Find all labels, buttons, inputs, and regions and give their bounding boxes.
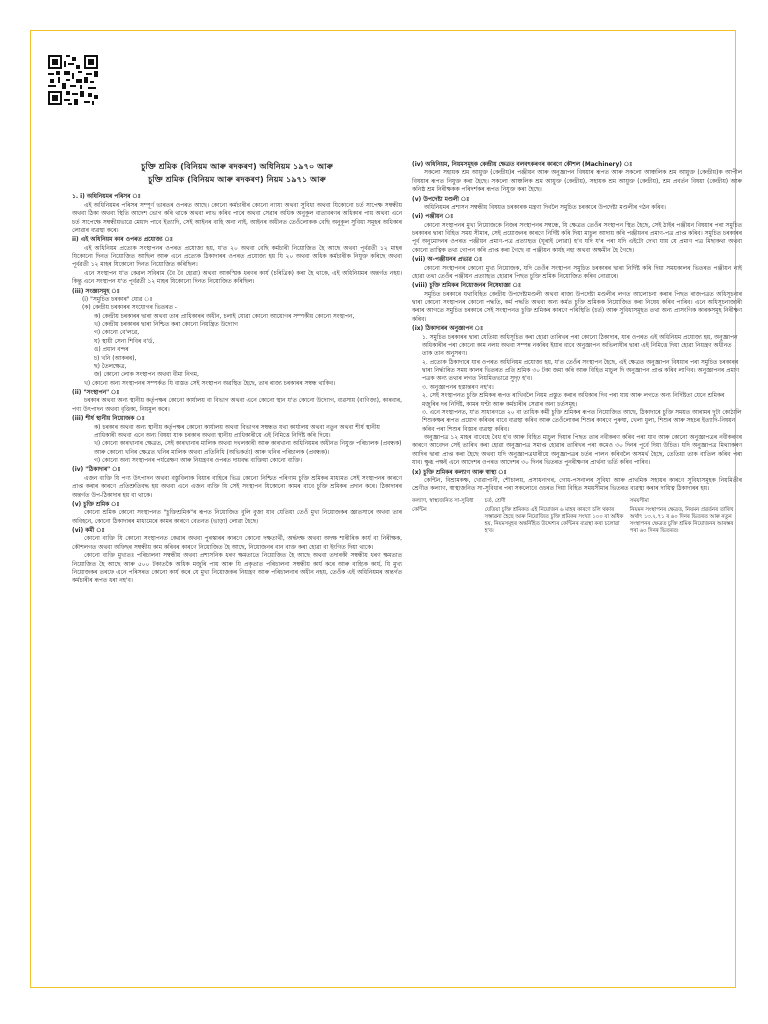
welfare-table-header-cell: কল্যাণ, স্বাস্থ্যজনিত সা-সুবিধা [412, 497, 474, 504]
section-heading: (iv) "ঠিকাদাৰ" ঃ [72, 467, 121, 474]
section-heading: ১. i) অধিনিয়মৰ পৰিসৰ ঃ [72, 194, 141, 201]
document-title [72, 160, 402, 185]
welfare-table [412, 498, 742, 536]
sub-list-item: ঙ) প্ৰধান বন্দৰ [94, 347, 129, 354]
left-column [72, 160, 402, 586]
paragraph: এই অধিনিয়মৰ পৰিসৰ সম্পূৰ্ণ ভাৰতৰ ওপৰত আছে। কোনো কৰ্মচাৰীৰ কোনো ন্যায্য অথবা সুবিধা অথবা যিকোনো চৰ্ত সাপেক্ষ সম্বন্ধীয় অথবা ঠিকা অথবা স্থিতি আদেশ ভোগ কৰি থাকে অথবা লাভ কৰিব পাৰে অথবা সেৱাৰ অধিক অনুকূল বাতাবৰণৰ অধিকাৰ পায় অথবা এনে চৰ্ত সাপেক্ষে সম্বন্ধীয়ভাৱে মেয়াদ পাবে ইত্যাদি, সেই আইনৰ বাহি অনা নাই, আইনৰ অধীনত তেওঁলোকক বেছি অনুকূল সুবিধা সমূহৰ অধিকাৰ লোৱাৰ ব্যৱস্থা কৰে। [72, 202, 402, 234]
right-column-body [412, 161, 742, 494]
section-heading: ii) এই অধিনিয়ম কাৰ ওপৰত প্ৰযোজ্য ঃ [72, 237, 173, 244]
section-heading: (vii) অ-পঞ্জীয়নৰ প্ৰভাৱ ঃ [412, 257, 483, 264]
list-item: ৩. এনে সংস্থাপনত, য'ত সাধাৰণতে ২০ বা তাধিক কৰ্মী চুক্তি শ্ৰমিকৰ ৰূপত নিয়োজিত আছে, ঠিকাদাৰে চুক্তি সময়ত আৰামৰ দুটা কোঠালি শিশুকক্ষৰ ৰূপত প্ৰয়োগ কৰিবৰ বাবে ব্যৱস্থা কৰিব আৰু তেওঁলোকৰ শিশুৰ কাৰণে পুৰুষা, খেলা ধুলা, শিশুৰ আৰু সহচৰ ইত্যাদি-নিষয়ন কৰিব পৰা শিশুৰ বিস্তাৰ ব্যৱস্থা কৰিব। [422, 409, 742, 433]
sub-list-item: চ) খনি (আকৰৰ), [94, 355, 137, 362]
paragraph: চৰকাৰ অথবা অন্য স্থানীয় কৰ্তৃপক্ষৰ কোনো কাৰ্যালয় বা বিভাগ অথবা এনে কোনো স্থান য'ত কোনো উদ্যোগ, ব্যৱসায় (বাণিজ্য), কাৰবাৰ, পণ্য উৎপাদন অথবা বৃত্তিকা, নিয়মুল কৰে। [72, 398, 402, 413]
section-heading: (x) চুক্তি শ্ৰমিকৰ কল্যাণ আৰু স্বাস্থ্য ঃ [412, 469, 507, 476]
sub-list-item: ঘ) স্থায়ী সেনা শিবিৰ ব'ৰ্ড, [94, 338, 155, 345]
paragraph: সকলো সহায়ক শ্ৰম আয়ুক্ত (কেন্দ্ৰীয়)ৰ পঞ্জীয়ন আৰু অনুজ্ঞাপন বিষয়াৰ ৰূপত আৰু সকলো আঞ্চলিক শ্ৰম আয়ুক্ত (কেন্দ্ৰীয়)ক আপীল বিষয়াৰ ৰূপত নিযুক্ত কৰা হৈছে। সকলো আঞ্চলিক শ্ৰম আয়ুক্ত (কেন্দ্ৰীয়), সহায়ক শ্ৰম আয়ুক্ত (কেন্দ্ৰীয়), শ্ৰম প্ৰবৰ্তন বিষয়া (কেন্দ্ৰীয়) আৰু কনিষ্ঠ শ্ৰম নিৰীক্ষকক পৰিদৰ্শকৰ ৰূপত নিযুক্ত কৰা হৈছে। [412, 170, 742, 194]
sub-list-item: গ) কোনো বে'লৱে, [94, 330, 140, 337]
welfare-table-header [412, 498, 742, 507]
sub-list-item: খ) কেন্দ্ৰীয় চৰকাৰৰ দ্বাৰা নিশ্চিত কৰা কোনো নিয়ন্ত্ৰিত উদ্যোগ [94, 322, 238, 329]
paragraph: অধিনিয়মৰ প্ৰশাসন সম্বন্ধীয় বিষয়ত চৰকাৰক মন্ত্ৰণা দিবলৈ সমুচিত চৰকাৰে উপদেষ্টা মণ্ডলীৰ গঠন কৰিব। [424, 204, 666, 211]
right-column [412, 160, 742, 535]
title-line-2: চুক্তি শ্ৰমিক (বিনিয়ম আৰু ৰদকৰণ) নিয়ম ১৯৭১ আৰু [148, 173, 326, 184]
table-row [412, 507, 742, 536]
paragraph: এজন ব্যক্তি যি পণ্য উৎপাদন অথবা বস্তুবিলাক বিয়াৰ বাহিৰে ভিত্ৰ কোনো নিশ্চিত পৰিণাম চুক্তি শ্ৰমিকৰ মাধ্যমত সেই সংস্থাপনৰ কাৰণে প্ৰাপ্ত কৰাৰ কাৰণে প্ৰতিশ্ৰুতিবদ্ধ হয় অথবা এনে এজন ব্যক্তি যি সেই সংস্থাপন যিকোনো কামৰ বাবে চুক্তি শ্ৰমিকৰ প্ৰদান কৰে। ঠিকাদাৰৰ অন্তৰ্গত উপ-ঠিকাদাৰ হয় বা থাকে। [72, 475, 402, 499]
paragraph: এনে সংস্থাপন য'ত কেৱল সবিৰাম (বৈ বৈ হোৱা) অথবা আকস্মিক ধৰণৰ কাৰ্য (চৰিত্ৰিক) কৰা হৈ থাকে, এই অধিনিয়মৰ অন্তৰ্গত নহয়। কিন্তু এনে সংস্থাপন য'ত পূৰ্বৱৰ্তী ১২ মাহৰ যিকোনো দিনত নিয়োজিত কৰিছিল। [72, 270, 402, 286]
list-item: ১. সমুচিত চৰকাৰৰ দ্বাৰা যেতিয়া অধিসূচিত কৰা হোৱা তাৰিখৰ পৰা কোনো ঠিকাদাৰ, যাৰ ওপৰত এই অধিনিয়ম প্ৰযোজ্য হয়, অনুজ্ঞাপন অধিকাৰীৰ পৰা কোনো কাম নলয় অথবা সম্পন্ন নকৰিব ইয়াৰ বাবে অনুজ্ঞাপন অভিলাষীৰ দ্বাৰা এই নিমিত্তে দিয়া হোৱা নিয়ন্ত্ৰণ অধীনত তাক তান অনুসৰণ। [422, 334, 738, 358]
sub-list-item: ছ) তৈলক্ষেত্ৰ, [94, 363, 127, 370]
qr-code-icon [48, 55, 98, 105]
paragraph: কোনো ব্যক্তি মুখ্যতঃ পৰিচালনা সম্বন্ধীয় অথবা প্ৰশাসনিক ধৰণ ক্ষমতাতে নিয়োজিত হৈ আছে অথবা তদাৰকী সম্বন্ধীয় ধৰণ ক্ষমতাত নিয়োজিত হৈ আছে আৰু ৫০০ টকাতকৈ অধিক মজুৰি পায় আৰু যি প্ৰকৃতাত পৰিচালনা সম্বন্ধীয় কাৰ্য কৰে আৰু বাহ্যিক কাৰ্য, যি মুখ্য নিয়োজকৰ তৰফে এনে পৰিসৰত কোনো কাৰ্য কৰে যে মুখ্য নিয়োজকৰ নিয়ন্ত্ৰণ আৰু পৰিচালনাৰ অধীন নহয়, তেওঁক এই অধিনিয়মৰ অন্তৰ্গত কৰ্মচাৰীৰ ৰূপত ধৰা নহ'ব। [72, 553, 402, 585]
section-heading: (vi) কৰ্মী ঃ [72, 528, 105, 535]
paragraph: কোনো সংস্থাপনৰ কোনো মুখ্য নিয়োজক, যদি তেওঁৰ সংস্থাপন সমুচিত চৰকাৰৰ দ্বাৰা নিৰ্দিষ্ট কৰি দিয়া সময়কালৰ ভিতৰত পঞ্জীয়ন নাই হোৱা তথা তেওঁৰ পঞ্জীয়ন প্ৰত্যাহৃত হোৱাৰ পিছত চুক্তি শ্ৰমিক নিয়োজিত কৰিব নোৱাৰে। [412, 265, 742, 280]
paragraph: এই অধিনিয়ম প্ৰত্যেক সংস্থাপনৰ ওপৰত প্ৰযোজ্য হয়, য'ত ২০ অথবা বেছি কৰ্মচাৰী নিয়োজিত হৈ আছে অথবা পূৰ্বৱৰ্তী ১২ মাহৰ যিকোনো দিনত নিয়োজিত আছিল আৰু এনে প্ৰত্যেক ঠিকাদাৰৰ ওপৰত প্ৰযোজ্য হয় যি ২০ অথবা অধিক কৰ্মচাৰীক নিযুক্ত কৰিছে অথবা পূৰ্বৱৰ্তী ১২ মাহৰ যিকোনো দিনত নিয়োজিত কৰিছিল। [72, 245, 402, 269]
section-heading: (v) চুক্তি শ্ৰমিক ঃ [72, 501, 120, 508]
list-item: ২. সেই সংস্থাপনত চুক্তি শ্ৰমিকৰ ৰূপত ৰাখিবলৈ নিয়ম প্ৰস্তুত কৰাৰ অধিকাৰ দিব পৰা যায় আৰু লগতে অন্য নিৰ্দিষ্টতা যেনে শ্ৰমিকৰ মজুৰিৰ দৰ নিৰ্দিষ্ট, কামৰ ঘণ্টা আৰু কৰ্মচাৰীৰ সেৱাৰ অন্য চৰ্তসমূহ। [422, 393, 725, 408]
title-line-1: চুক্তি শ্ৰমিক (বিনিয়ম আৰু ৰদকৰণ) অধিনিয়ম ১৯৭০ আৰু [141, 161, 333, 171]
list-item: (i) "সমুচিত চৰকাৰ" যোৱ ঃ [82, 296, 153, 303]
section-heading: (iii) শীৰ্ষ স্থানীয় নিয়োজক ঃ [72, 416, 145, 423]
welfare-table-header-cell: চৰ্ত, শ্ৰেণী [484, 497, 506, 504]
section-heading: (iii) সংজ্ঞাসমূহ ঃ [72, 288, 120, 295]
paragraph: কোনো ব্যক্তি যি কোনো সংস্থাপনত কেৱাৰ অথবা পুৰস্কাৰৰ কাৰণে কোনো দক্ষতাৰ্থী, অৰ্দ্ধদক্ষ অথবা অদক্ষ শাৰীৰিক কাৰ্য বা নিৰীক্ষক, কৌশলগত অথবা অফিছৰ সম্বন্ধীয় কাম কৰিবৰ কাৰণে নিয়োজিত হৈ আছে, নিয়োজনৰ বান বাক্ত কৰা হোৱা বা ইংগিত দিয়া থাকে। [72, 536, 402, 551]
welfare-table-header-cell: সময়সীমা [629, 497, 649, 504]
paragraph: সমুচিত চৰকাৰে যথাবিহিত কেন্দ্ৰীয় উপদেষ্টামণ্ডলী অথবা ৰাজ্য উপদেষ্টা মণ্ডলীৰ লগত আলোচনা কৰাৰ পিছত ৰাজপত্ৰত অধিসূচনাৰ দ্বাৰা কোনো সংস্থাপনৰ কোনো পদ্ধতি, কৰ্ম পদ্ধতি অথবা অন্য কৰ্মত চুক্তি শ্ৰমিকক নিয়োজিত কৰা নিষেধ কৰিব পাৰিব। এনে অধিসূচনাজাৰী কৰাৰ আগতে সমুচিত চৰকাৰে সেই সংস্থাপনত চুক্তি শ্ৰমিকৰ কাৰণে পৰিস্থিতি (চৰ্ত) আৰু সুবিধাসমূহত তথা অন্য প্ৰাসংগিক কাৰকসমূহ নিৰীক্ষণ কৰিব। [412, 291, 742, 323]
table-cell: যেতিয়া চুক্তি শ্ৰমিকত এই নিয়োজন ৬ মাহৰ কাৰণে চলি থকাৰ সম্ভাৱনা হৈছে আৰু নিয়োজিত চুক্তি শ্ৰমিকৰ সংখ্যা ১০০ বা অধিক হয়, নিয়মসমূহৰ অন্তৰ্নিহিত উদ্দেশ্যৰ কেন্টিনৰ ব্যৱস্থা কৰা চলোৱা হ'ব। [484, 506, 624, 535]
section-heading: (viii) চুক্তি শ্ৰমিকৰ নিয়োজনৰ নিষেধাজ্ঞা ঃ [412, 283, 522, 290]
list-item: ২. প্ৰত্যেক ঠিকাদাৰে যাৰ ওপৰত অধিনিয়ম প্ৰযোজ্য হয়, য'ত তেওঁৰ সংস্থাপন হৈছে, এই ক্ষেত্ৰত অনুজ্ঞাপন বিষয়াৰ পৰা সমুচিত চৰকাৰৰ দ্বাৰা নিৰ্দ্ধাৰিত সময় কালৰ ভিতৰত প্ৰতি শ্ৰমিক ৩০ টকা জমা কৰি আৰু বিহিত মাচুল দি অনুজ্ঞাপন প্ৰাপ্ত কৰিব লাগিব। অনুজ্ঞাপনৰ প্ৰমাণ পত্ৰক অন্য তথ্যৰ লগত নিয়মিতভাৱে সুদৃঢ় হ'ব। [422, 359, 740, 383]
section-heading: (ii) "সংস্থাপন" ঃ [72, 390, 120, 397]
sub-list-item: খ) কোনো কাৰখানাৰ ক্ষেত্ৰত, সেই কাৰখানাৰ মালিক অথবা দখলকাৰী আৰু কাৰখানা অধিনিয়মৰ অধীনত নিযুক্ত পৰিচালক (প্ৰবন্ধক) আৰু কোনো খনিৰ ক্ষেত্ৰত খনিৰ মালিক অথবা প্ৰতিনিধি (অভিকৰ্তা) আৰু খনিৰ পৰিচালক (প্ৰবন্ধক)। [94, 441, 402, 456]
sub-list-item: গ) কোনো অন্য সংস্থাপনৰ পৰ্যৱেক্ষণ আৰু নিয়ন্ত্ৰণৰ ওপৰত দায়বদ্ধ ব্যক্তিয়া কোনো ব্যক্তি। [94, 458, 303, 465]
section-heading: (v) উপদেষ্টা মণ্ডলী ঃ [412, 196, 470, 203]
left-column-body [72, 193, 402, 585]
paragraph: অনুজ্ঞাপত্ৰ ১২ মাহৰ বাবেহে বৈধ হ'ব আৰু বিহিত মাচুল দিয়াৰ পিছত তাৰ নবীকৰণ কৰিব পৰা যাব আৰু কোনো অনুজ্ঞাপত্ৰৰ নবীকৰণৰ কাৰণে আবেদন সেই তাৰিখ কৰা হোৱা অনুজ্ঞাপত্ৰ সমাপ্ত হোৱাৰ তাৰিখৰ পৰা কমেও ৩০ দিনৰ পূৰ্বে দিয়া উচিত। যদি অনুজ্ঞাপত্ৰ মিথ্যাকৰণ আদিৰ দ্বাৰা প্ৰাপ্ত কৰা হৈছে অথবা যদি অনুজ্ঞাপত্ৰধাৰীয়ে অনুজ্ঞাপত্ৰৰ চৰ্তৰ পালন কৰিবলৈ অসমৰ্থ হৈছে, তেতিয়া তাক বাতিল কৰিব পৰা যাব। ক্ষুব্ধ পক্ষই এনে আদেশৰ ওপৰত আদেশৰ ৩০ দিনৰ ভিতৰত পুনৰীক্ষণৰ প্ৰাৰ্থনা ভৰ্তি কৰিব পাৰিব। [412, 435, 742, 467]
section-heading: (iv) অধিনিয়ম, নিয়মসমূহক কেন্দ্ৰীয় ক্ষেত্ৰত বলবৎকৰণৰ কাৰণে কৌশল (Machinery) ঃ [412, 162, 633, 168]
sub-list-item: ক) কেন্দ্ৰীয় চৰকাৰৰ দ্বাৰা অথবা তাৰ প্ৰাধিকাৰৰ অধীন, চলাই যোৱা কোনো আয়োগৰ সম্পৰ্কীয় কোনো সংস্থাপন, [94, 313, 355, 320]
table-cell: কেন্টিন [412, 506, 427, 513]
list-item: (ক) কেন্দ্ৰীয় চৰকাৰৰ সংযোগৰ ভিতৰত - [82, 305, 177, 312]
sub-list-item: ক) চৰকাৰ অথবা অন্য স্থানীয় কৰ্তৃপক্ষৰ কোনো কাৰ্যালয় অথবা বিভাগৰ সম্বন্ধত যথা কাৰ্যালয় অথবা নতুন অথবা শীৰ্ষ স্থানীয় প্ৰাধিকাৰী অথবা এনে অন্য বিষয়া যাক চৰকাৰ অথবা স্থানীয় প্ৰাধিকাৰীয়ে এই নিমিত্তে নিৰ্দিষ্ট কৰি দিয়ে। [94, 424, 380, 439]
list-item: ৩. অনুজ্ঞাপনৰ হস্তান্তৰণ নহ'ব। [422, 384, 494, 391]
table-cell: নিয়মন সংস্থাপনৰ ক্ষেত্ৰত, নিয়মন প্ৰৱৰ্তনৰ তাৰিখ অৰ্থাৎ ১৩.২.৭১ ৰ ৬০ দিনৰ ভিতৰত আৰু নতুন সংস্থাপনৰ ক্ষেত্ৰত চুক্তি শ্ৰমিক নিয়োজনৰ আৰম্ভৰ পৰা ৬০ দিনৰ ভিতৰত। [629, 506, 734, 535]
sub-list-item: জ) কোনো লোক সংস্থাপন অথবা বীমা নিগম, [94, 372, 199, 379]
paragraph: কেন্টিন, বিশ্ৰামকক্ষ, খোৱাপানী, শৌচালয়, প্ৰসাধনাগৰ, গোধ-পসনালৰ সুবিধা আৰু প্ৰাথমিক সহায়ৰ কাৰণে সুবিধাসমূহক নিয়মিতীৰ শ্ৰেণীত কল্যাণ, স্বাস্থ্যজনিত সা-সুবিধাৰ পৰা সকলোবে ওচৰত দিয়া বিহিত সময়সীমাৰ ভিতৰত ব্যৱস্থা কৰাৰ দায়িত্ব ঠিকাদাৰৰ হয়। [412, 477, 742, 493]
section-heading: (ix) ঠিকাদাৰৰ অনুজ্ঞাপন ঃ [412, 326, 484, 333]
section-heading: (vi) পঞ্জীয়ন ঃ [412, 214, 454, 221]
paragraph: কোনো শ্ৰমিক কোনো সংস্থাপনত "চুক্তিশ্ৰমিক"ৰ ৰূপত নিয়োজিত বুলি বুজা যাব যেতিয়া তেওঁ মুখ্য নিয়োজকৰ জ্ঞাতসাৰে অথবা তাৰ অবিহনে, কোনো ঠিকাদাৰৰ মাধ্যমেৰে কামৰ কাৰণে বেতনত (ভাড়া) লোৱা হৈছে। [72, 510, 402, 525]
paragraph: কোনো সংস্থাপনৰ মুখ্য নিয়োজকে নিজৰ সংস্থাপনৰ সম্বন্ধে, যি ক্ষেত্ৰত তেওঁৰ সংস্থাপন স্থিত হৈছে, সেই ঠাইৰ পঞ্জীয়ন বিষয়াৰ পৰা সমুচিত চৰকাৰৰ দ্বাৰা বিহিত সময় সীমাৰ, সেই প্ৰয়োজনৰ কাৰণে নিৰ্দিষ্ট কৰি দিয়া মাচুল আদায় কৰি পঞ্জীয়নৰ প্ৰমাণ-পত্ৰ প্ৰাপ্ত কৰিব। সমুচিত চৰকাৰৰ পূৰ্ব অনুমোদনৰ ওপৰত পঞ্জীয়ন প্ৰমাণ-পত্ৰ প্ৰত্যাহৃত (ঘূৰাই লোৱা) হ'ব যদি য'ৰ পৰা যদি এইটো দেখা যায় যে প্ৰমাণ পত্ৰ মিছাকথা অথবা কোনো তাত্বিক তথ্য গোপন কৰি প্ৰাপ্ত কৰা গৈছে বা পঞ্জীয়ন কাৰ্যহ নহা অথবা অক্ষমীন হৈ গৈছে। [412, 222, 742, 254]
paragraph: খ) কোনো অন্য সংস্থাপনৰ সম্পৰ্কত যি বাস্তত সেই সংস্থাপন অৱস্থিত হৈছে, তাৰ ৰাজ্য চৰকাৰৰ সম্বন্ধ থাকিব। [84, 380, 336, 387]
